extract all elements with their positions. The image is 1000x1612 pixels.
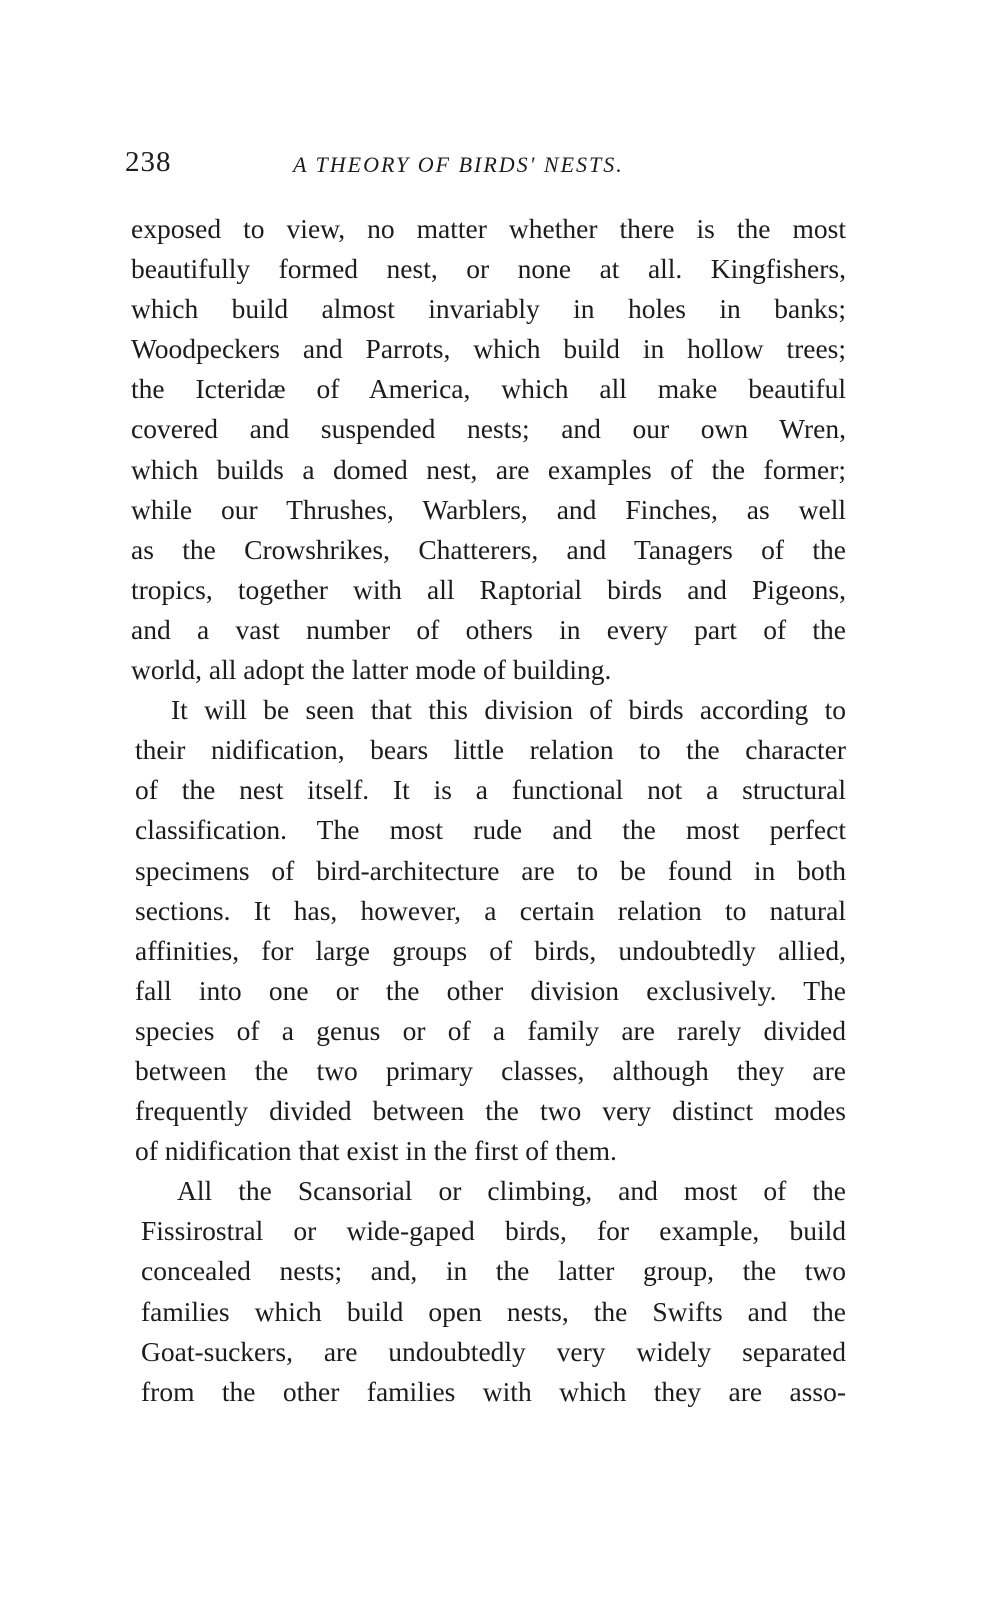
paragraph-2 xyxy=(135,690,846,1171)
text-line: fall into one or the other division exclusively. The xyxy=(135,974,846,1006)
text-line: while our Thrushes, Warblers, and Finches, as well xyxy=(131,493,846,525)
text-line: classification. The most rude and the most perfect xyxy=(135,814,846,846)
text-line: Woodpeckers and Parrots, which build in hollow trees; xyxy=(131,333,846,365)
text-line: species of a genus or of a family are rarely divided xyxy=(135,1014,846,1046)
text-line: which build almost invariably in holes in banks; xyxy=(131,293,846,325)
text-line: sections. It has, however, a certain relation to natural xyxy=(135,894,846,926)
text-line: tropics, together with all Raptorial birds and Pigeons, xyxy=(131,573,846,605)
text-line: of nidification that exist in the first of them. xyxy=(135,1135,617,1167)
text-line: of the nest itself. It is a functional not a structural xyxy=(135,774,846,806)
text-line: and a vast number of others in every part of the xyxy=(131,613,846,645)
text-line: exposed to view, no matter whether there is the most xyxy=(131,213,846,244)
text-line: the Icteridæ of America, which all make beautiful xyxy=(131,373,846,405)
running-head xyxy=(125,146,845,186)
body-text xyxy=(131,209,846,1412)
text-line: beautifully formed nest, or none at all. Kingfishers, xyxy=(131,253,846,285)
text-line: Goat-suckers, are undoubtedly very widely separated xyxy=(141,1335,846,1367)
text-line: concealed nests; and, in the latter group, the two xyxy=(141,1255,846,1287)
paragraph-1 xyxy=(131,209,846,690)
text-line: from the other families with which they are asso- xyxy=(141,1375,846,1407)
text-line: between the two primary classes, although they are xyxy=(135,1054,846,1086)
running-title: A THEORY OF BIRDS' NESTS. xyxy=(293,152,624,177)
text-line: It will be seen that this division of birds according to xyxy=(171,694,846,726)
text-line: as the Crowshrikes, Chatterers, and Tanagers of the xyxy=(131,533,846,565)
text-line: affinities, for large groups of birds, undoubtedly allied, xyxy=(135,934,846,966)
text-line: their nidification, bears little relation to the character xyxy=(135,734,846,766)
text-line: families which build open nests, the Swifts and the xyxy=(141,1295,846,1327)
text-line: covered and suspended nests; and our own Wren, xyxy=(131,413,846,445)
text-line: which builds a domed nest, are examples of the former; xyxy=(131,453,846,485)
text-line: world, all adopt the latter mode of building. xyxy=(131,654,612,686)
text-line: frequently divided between the two very distinct modes xyxy=(135,1095,846,1127)
paragraph-3 xyxy=(141,1171,846,1412)
text-line: Fissirostral or wide-gaped birds, for example, build xyxy=(141,1215,846,1247)
page-number: 238 xyxy=(125,146,172,178)
text-line: specimens of bird-architecture are to be found in both xyxy=(135,854,846,886)
text-line: All the Scansorial or climbing, and most of the xyxy=(177,1175,846,1207)
